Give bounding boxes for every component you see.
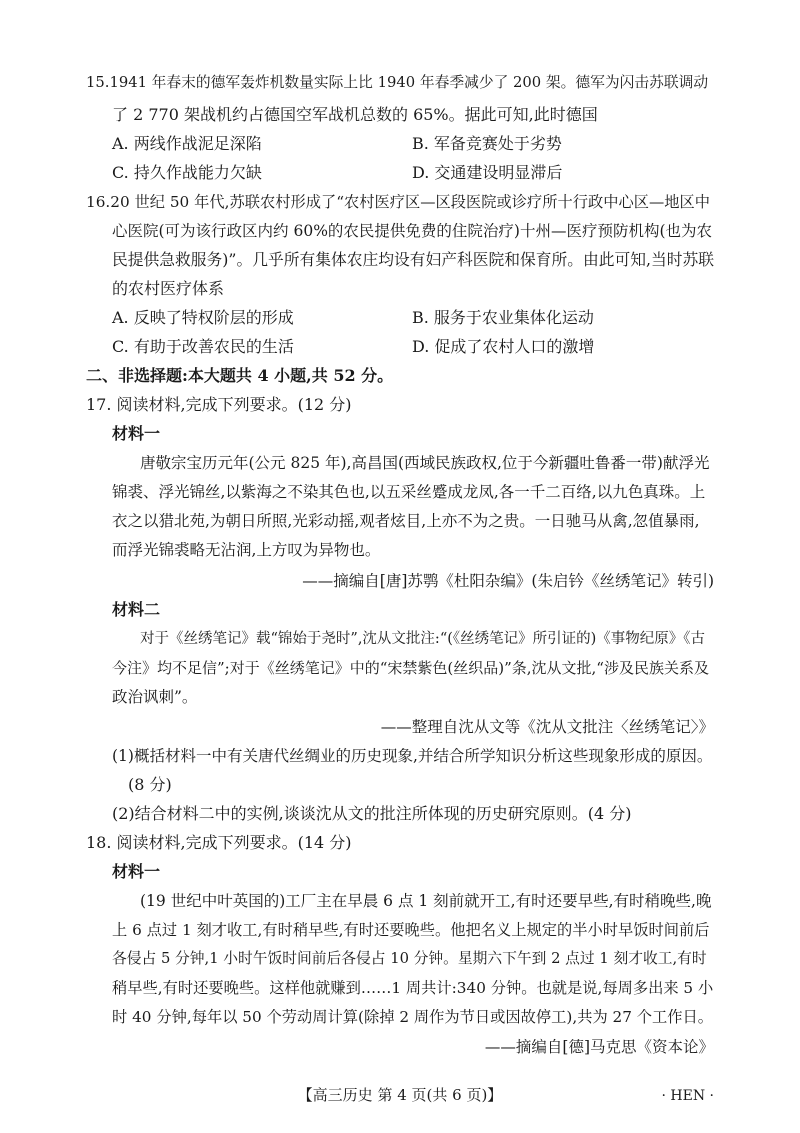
q18-stem: 18. 阅读材料,完成下列要求。(14 分) [86, 833, 352, 852]
q16-stem-line-1: 16.20 世纪 50 年代,苏联农村形成了“农村医疗区—区段医院或诊疗所十行政中心区—地区中 [86, 193, 710, 211]
q17-requirement-1-score: (8 分) [128, 775, 172, 794]
q17-stem: 17. 阅读材料,完成下列要求。(12 分) [86, 395, 352, 414]
q15-option-d: D. 交通建设明显滞后 [412, 163, 563, 182]
q15-stem-line-1: 15.1941 年春末的德军轰炸机数量实际上比 1940 年春季减少了 200 架。德军为闪击苏联调动 [86, 74, 709, 91]
q17-material1-line-4: 而浮光锦裘略无沾润,上方叹为异物也。 [112, 541, 381, 559]
q17-material1-line-3: 衣之以猎北苑,为朝日所照,光彩动摇,观者炫目,上亦不为之贵。一日驰马从禽,忽值暴雨, [112, 512, 700, 530]
q17-material1-line-2: 锦裘、浮光锦丝,以紫海之不染其色也,以五采丝蹙成龙凤,各一千二百络,以九色真珠。上 [112, 483, 706, 501]
q15-option-c: C. 持久作战能力欠缺 [112, 163, 262, 182]
section-heading: 二、非选择题:本大题共 4 小题,共 52 分。 [86, 366, 394, 385]
q17-requirement-1: (1)概括材料一中有关唐代丝绸业的历史现象,并结合所学知识分析这些现象形成的原因。 [112, 747, 713, 765]
q16-stem-line-3: 民提供急救服务)”。几乎所有集体农庄均设有妇产科医院和保育所。由此可知,当时苏联 [112, 250, 714, 269]
page-footer: 【高三历史 第 4 页(共 6 页)】 [297, 1086, 503, 1104]
q16-option-b: B. 服务于农业集体化运动 [412, 308, 594, 327]
q16-stem-line-2: 心医院(可为该行政区内约 60%的农民提供免费的住院治疗)十州—医疗预防机构(也为农 [112, 222, 713, 240]
q17-material2-line-2: 今注》均不足信”;对于《丝绣笔记》中的“宋禁紫色(丝织品)”条,沈从文批,“涉及民族关系及 [112, 659, 709, 677]
q15-option-a: A. 两线作战泥足深陷 [112, 134, 262, 153]
q18-material1-line-5: 时 40 分钟,每年以 50 个劳动周计算(除掉 2 周作为节日或因故停工),共为 27 个工作日。 [112, 1008, 714, 1026]
q18-material1-line-3: 各侵占 5 分钟,1 小时午饭时间前后各侵占 10 分钟。星期六下午到 2 点过 1 刻才收工,有时 [112, 950, 707, 967]
q15-option-b: B. 军备竞赛处于劣势 [412, 134, 562, 153]
q18-material1-label: 材料一 [112, 862, 161, 881]
q16-option-d: D. 促成了农村人口的激增 [412, 337, 595, 356]
q17-material1-label: 材料一 [112, 424, 161, 443]
q18-material1-source: ——摘编自[德]马克思《资本论》 [484, 1038, 714, 1056]
q17-material1-source: ——摘编自[唐]苏鹗《杜阳杂编》(朱启钤《丝绣笔记》转引) [302, 572, 714, 590]
q16-option-c: C. 有助于改善农民的生活 [112, 337, 294, 356]
q17-material2-label: 材料二 [112, 600, 161, 619]
q17-material1-line-1: 唐敬宗宝历元年(公元 825 年),高昌国(西域民族政权,位于今新疆吐鲁番一带)献浮光 [140, 454, 710, 472]
q18-material1-line-2: 上 6 点过 1 刻才收工,有时稍早些,有时还要晚些。他把名义上规定的半小时早饭时间前后 [112, 921, 710, 939]
q17-material2-source: ——整理自沈从文等《沈从文批注〈丝绣笔记〉》 [380, 718, 714, 736]
q17-material2-line-1: 对于《丝绣笔记》载“锦始于尧时”,沈从文批注:“(《丝绣笔记》所引证的)《事物纪原》《古 [140, 631, 706, 647]
q18-material1-line-4: 稍早些,有时还要晚些。这样他就赚到……1 周共计:340 分钟。也就是说,每周多出来 5 小 [112, 979, 714, 997]
q18-material1-line-1: (19 世纪中叶英国的)工厂主在早晨 6 点 1 刻前就开工,有时还要早些,有时稍晚些,晚 [140, 892, 712, 910]
q15-stem-line-2: 了 2 770 架战机约占德国空军战机总数的 65%。据此可知,此时德国 [112, 105, 598, 124]
q16-option-a: A. 反映了特权阶层的形成 [112, 308, 294, 327]
q16-stem-line-4: 的农村医疗体系 [112, 279, 225, 298]
footer-code: · HEN · [661, 1088, 714, 1104]
q17-material2-line-3: 政治讽刺”。 [112, 688, 198, 706]
q17-requirement-2: (2)结合材料二中的实例,谈谈沈从文的批注所体现的历史研究原则。(4 分) [112, 804, 632, 823]
